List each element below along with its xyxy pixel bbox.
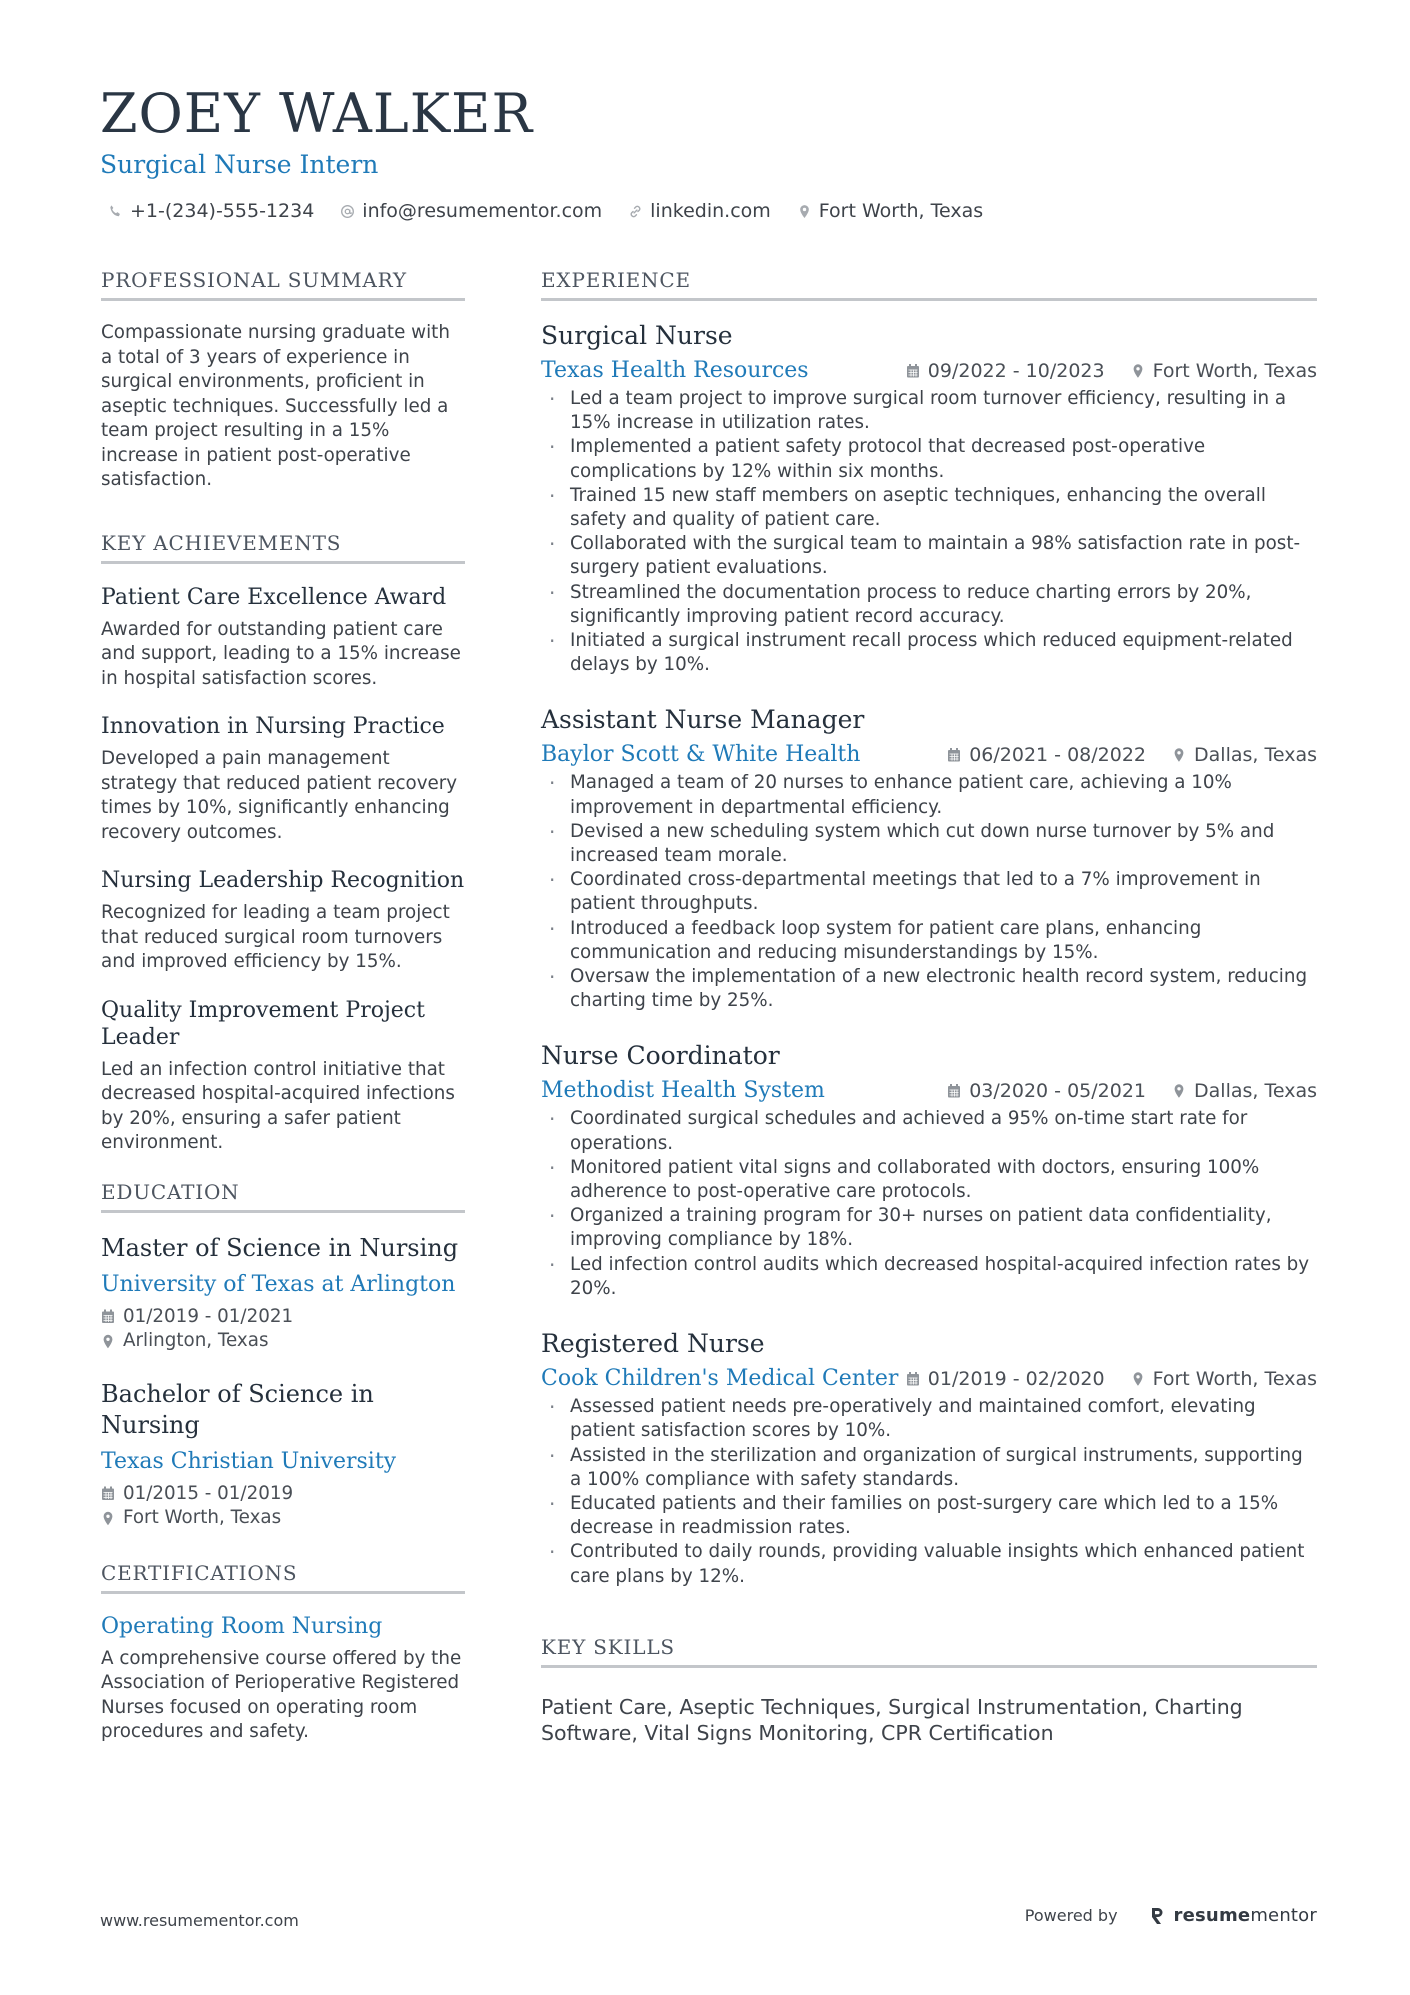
job-dates xyxy=(947,1080,1146,1102)
company-name: Cook Children's Medical Center xyxy=(541,1366,899,1392)
school-name: Texas Christian University xyxy=(101,1448,397,1474)
calendar-icon xyxy=(101,1309,115,1324)
section-title: EXPERIENCE xyxy=(541,268,1317,301)
bullet-item: · Monitored patient vital signs and collaborated with doctors, ensuring 100% adherence to post-operative care protocols. xyxy=(541,1156,1317,1204)
summary-text: Compassionate nursing graduate with a total of 3 years of experience in surgical environments, proficient in aseptic techniques. Successfully led a team project resulting in a 15% increase in patient post-operative satisfaction. xyxy=(101,322,450,490)
job-meta xyxy=(906,1368,1317,1390)
education-dates xyxy=(101,1305,465,1330)
job-meta xyxy=(947,744,1317,766)
location-text: Dallas, Texas xyxy=(1194,743,1317,766)
bullet-item: · Oversaw the implementation of a new electronic health record system, reducing charting time by 25%. xyxy=(541,965,1317,1013)
location-text: Dallas, Texas xyxy=(1194,1079,1317,1102)
calendar-icon xyxy=(101,1486,115,1501)
job-meta-row xyxy=(541,742,1317,767)
bullet-item: · Initiated a surgical instrument recall process which reduced equipment-related delays by 10%. xyxy=(541,629,1317,677)
certification-title: Operating Room Nursing xyxy=(101,1613,383,1639)
job-meta-row xyxy=(541,358,1317,383)
certifications-section xyxy=(101,1561,465,1745)
job-entry xyxy=(541,705,1317,1013)
bullet-item: · Devised a new scheduling system which cut down nurse turnover by 5% and increased team morale. xyxy=(541,820,1317,868)
bullet-item: · Implemented a patient safety protocol that decreased post-operative complications by 12% within six months. xyxy=(541,435,1317,483)
candidate-role: Surgical Nurse Intern xyxy=(100,150,379,179)
job-dates xyxy=(906,360,1105,382)
education-location xyxy=(101,1329,465,1354)
degree-title: Bachelor of Science in Nursing xyxy=(101,1379,374,1439)
company-name: Methodist Health System xyxy=(541,1078,825,1104)
dates-text: 01/2015 - 01/2019 xyxy=(123,1482,294,1504)
phone-text: +1-(234)-555-1234 xyxy=(130,200,315,222)
education-item xyxy=(101,1379,465,1531)
bullet-item: · Contributed to daily rounds, providing valuable insights which enhanced patient care plans by 12%. xyxy=(541,1540,1317,1588)
achievements-section xyxy=(101,531,465,1156)
skills-section xyxy=(541,1635,1317,1746)
map-pin-icon xyxy=(1172,1083,1186,1099)
section-title: CERTIFICATIONS xyxy=(101,1561,465,1594)
bullet-item: · Coordinated cross-departmental meetings that led to a 7% improvement in patient throughputs. xyxy=(541,868,1317,916)
company-name: Texas Health Resources xyxy=(541,358,809,383)
achievement-title: Patient Care Excellence Award xyxy=(101,584,447,610)
map-pin-icon xyxy=(1131,363,1145,379)
link-icon xyxy=(628,204,643,219)
achievement-text: Led an infection control initiative that decreased hospital-acquired infections by 20%, ensuring a safer patient environment. xyxy=(101,1058,455,1153)
skills-text: Patient Care, Aseptic Techniques, Surgical Instrumentation, Charting Software, Vital Signs Monitoring, CPR Certification xyxy=(541,1694,1243,1745)
section-title: PROFESSIONAL SUMMARY xyxy=(101,268,465,301)
bullet-item: · Streamlined the documentation process to reduce charting errors by 20%, significantly improving patient record accuracy. xyxy=(541,581,1317,629)
bullet-item: · Managed a team of 20 nurses to enhance patient care, achieving a 10% improvement in departmental efficiency. xyxy=(541,771,1317,819)
bullet-item: · Collaborated with the surgical team to maintain a 98% satisfaction rate in post-surgery patient evaluations. xyxy=(541,532,1317,580)
job-dates xyxy=(906,1368,1105,1390)
achievement-item xyxy=(101,997,465,1156)
dates-text: 01/2019 - 02/2020 xyxy=(927,1367,1105,1390)
education-section xyxy=(101,1180,465,1531)
calendar-icon xyxy=(906,363,920,379)
left-column xyxy=(101,268,465,1783)
achievement-text: Awarded for outstanding patient care and support, leading to a 15% increase in hospital satisfaction scores. xyxy=(101,618,461,689)
dates-text: 03/2020 - 05/2021 xyxy=(969,1079,1147,1102)
job-title: Registered Nurse xyxy=(541,1329,765,1359)
brand-light: mentor xyxy=(1250,1905,1317,1926)
resumementor-logo-text[interactable] xyxy=(1174,1905,1317,1926)
email-text: info@resumementor.com xyxy=(362,200,603,222)
section-title: KEY SKILLS xyxy=(541,1635,1317,1668)
resumementor-logo-icon xyxy=(1150,1906,1164,1926)
job-bullets xyxy=(541,387,1317,677)
contact-location xyxy=(797,200,983,222)
bullet-item: · Introduced a feedback loop system for patient care plans, enhancing communication and reducing misunderstandings by 15%. xyxy=(541,917,1317,965)
job-meta-row xyxy=(541,1366,1317,1391)
linkedin-text: linkedin.com xyxy=(650,200,771,222)
certification-item xyxy=(101,1614,465,1745)
calendar-icon xyxy=(947,1083,961,1099)
section-title: KEY ACHIEVEMENTS xyxy=(101,531,465,564)
contact-email[interactable] xyxy=(340,200,602,222)
education-item xyxy=(101,1233,465,1354)
dates-text: 06/2021 - 08/2022 xyxy=(969,743,1147,766)
dates-text: 09/2022 - 10/2023 xyxy=(927,359,1105,382)
education-dates xyxy=(101,1482,465,1507)
job-title: Surgical Nurse xyxy=(541,321,733,350)
location-text: Fort Worth, Texas xyxy=(818,200,984,222)
bullet-item: · Assessed patient needs pre-operatively and maintained comfort, elevating patient satisfaction scores by 10%. xyxy=(541,1395,1317,1443)
school-name: University of Texas at Arlington xyxy=(101,1271,456,1297)
calendar-icon xyxy=(947,747,961,763)
location-text: Arlington, Texas xyxy=(123,1330,269,1351)
achievement-item xyxy=(101,867,465,975)
dates-text: 01/2019 - 01/2021 xyxy=(123,1305,294,1327)
achievement-item xyxy=(101,584,465,692)
bullet-item: · Organized a training program for 30+ nurses on patient data confidentiality, improving compliance by 18%. xyxy=(541,1204,1317,1252)
job-entry xyxy=(541,1329,1317,1589)
achievement-title: Quality Improvement Project Leader xyxy=(101,997,425,1050)
job-entry xyxy=(541,321,1317,677)
map-pin-icon xyxy=(101,1334,115,1349)
degree-title: Master of Science in Nursing xyxy=(101,1233,459,1262)
job-bullets xyxy=(541,1107,1317,1301)
map-pin-icon xyxy=(797,204,812,219)
contact-bar xyxy=(108,200,983,222)
bullet-item: · Coordinated surgical schedules and achieved a 95% on-time start rate for operations. xyxy=(541,1107,1317,1155)
map-pin-icon xyxy=(1131,1371,1145,1387)
footer-website[interactable]: www.resumementor.com xyxy=(100,1911,299,1930)
location-text: Fort Worth, Texas xyxy=(1152,1367,1317,1390)
map-pin-icon xyxy=(101,1511,115,1526)
job-location xyxy=(1131,360,1317,382)
education-location xyxy=(101,1506,465,1531)
contact-linkedin[interactable] xyxy=(628,200,771,222)
job-bullets xyxy=(541,771,1317,1013)
job-meta xyxy=(947,1080,1317,1102)
section-title: EDUCATION xyxy=(101,1180,465,1213)
job-meta xyxy=(906,360,1317,382)
achievement-text: Recognized for leading a team project that reduced surgical room turnovers and improved efficiency by 15%. xyxy=(101,902,450,972)
location-text: Fort Worth, Texas xyxy=(1152,359,1317,382)
job-location xyxy=(1172,1080,1317,1102)
brand-bold: resume xyxy=(1173,1905,1251,1926)
achievement-text: Developed a pain management strategy that reduced patient recovery times by 10%, significantly enhancing recovery outcomes. xyxy=(101,748,458,843)
contact-phone[interactable] xyxy=(108,200,314,222)
job-title: Nurse Coordinator xyxy=(541,1041,780,1071)
achievement-item xyxy=(101,713,465,845)
job-bullets xyxy=(541,1395,1317,1589)
job-location xyxy=(1172,744,1317,766)
achievement-title: Nursing Leadership Recognition xyxy=(101,868,465,893)
summary-section xyxy=(101,268,465,493)
achievement-title: Innovation in Nursing Practice xyxy=(101,714,445,739)
bullet-item: · Assisted in the sterilization and organization of surgical instruments, supporting a 100% compliance with safety standards. xyxy=(541,1444,1317,1492)
bullet-item: · Led a team project to improve surgical room turnover efficiency, resulting in a 15% increase in utilization rates. xyxy=(541,387,1317,435)
footer-branding xyxy=(1025,1905,1317,1926)
company-name: Baylor Scott & White Health xyxy=(541,742,861,768)
candidate-name: ZOEY WALKER xyxy=(100,82,534,145)
bullet-item: · Trained 15 new staff members on aseptic techniques, enhancing the overall safety and quality of patient care. xyxy=(541,484,1317,532)
job-dates xyxy=(947,744,1146,766)
location-text: Fort Worth, Texas xyxy=(123,1507,282,1528)
job-title: Assistant Nurse Manager xyxy=(541,705,865,735)
bullet-item: · Educated patients and their families on post-surgery care which led to a 15% decrease in readmission rates. xyxy=(541,1492,1317,1540)
powered-by-label: Powered by xyxy=(1024,1906,1118,1925)
certification-text: A comprehensive course offered by the Association of Perioperative Registered Nurses focused on operating room procedures and safety. xyxy=(101,1647,462,1742)
bullet-item: · Led infection control audits which decreased hospital-acquired infection rates by 20%. xyxy=(541,1253,1317,1301)
map-pin-icon xyxy=(1172,747,1186,763)
job-location xyxy=(1131,1368,1317,1390)
calendar-icon xyxy=(906,1371,920,1387)
phone-icon xyxy=(108,204,123,219)
job-entry xyxy=(541,1041,1317,1301)
job-meta-row xyxy=(541,1078,1317,1103)
right-column xyxy=(541,268,1317,1746)
at-icon xyxy=(340,204,355,219)
